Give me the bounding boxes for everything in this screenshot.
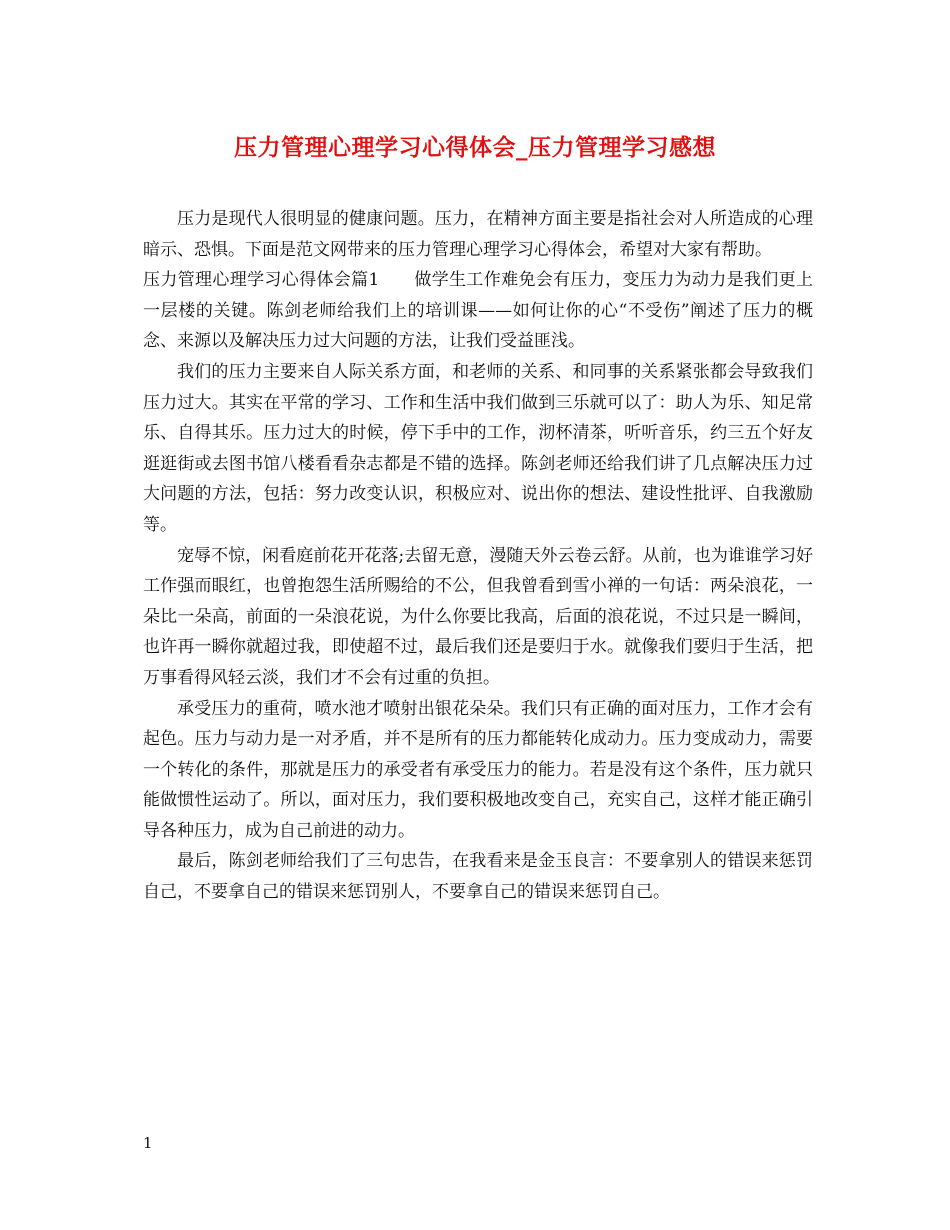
document-title: 压力管理心理学习心得体会_压力管理学习感想 (234, 134, 716, 161)
paragraph-relationships: 我们的压力主要来自人际关系方面，和老师的关系、和同事的关系紧张都会导致我们压力过大。其实在平常的学习、工作和生活中我们做到三乐就可以了：助人为乐、知足常乐、自得其乐。压力过大的时候，停下手中的工作，沏杯清茶，听听音乐，约三五个好友逛逛街或去图书馆八楼看看杂志都是不错的选择。陈剑老师还给我们讲了几点解决压力过大问题的方法，包括：努力改变认识，积极应对、说出你的想法、建设性批评、自我激励等。 (143, 361, 813, 535)
document-body (143, 204, 813, 908)
page-number: 1 (143, 1134, 153, 1152)
paragraph-pressure-motivation: 承受压力的重荷，喷水池才喷射出银花朵朵。我们只有正确的面对压力，工作才会有起色。压力与动力是一对矛盾，并不是所有的压力都能转化成动力。压力变成动力，需要一个转化的条件，那就是压力的承受者有承受压力的能力。若是没有这个条件，压力就只能做惯性运动了。所以，面对压力，我们要积极地改变自己，充实自己，这样才能正确引导各种压力，成为自己前进的动力。 (143, 698, 813, 841)
paragraph-calmness: 宠辱不惊，闲看庭前花开花落;去留无意，漫随天外云卷云舒。从前，也为谁谁学习好工作强而眼红，也曾抱怨生活所赐给的不公，但我曾看到雪小禅的一句话：两朵浪花，一朵比一朵高，前面的一朵浪花说，为什么你要比我高，后面的浪花说，不过只是一瞬间，也许再一瞬你就超过我，即使超不过，最后我们还是要归于水。就像我们要归于生活，把万事看得风轻云淡，我们才不会有过重的负担。 (143, 545, 813, 688)
paragraph-conclusion: 最后，陈剑老师给我们了三句忠告，在我看来是金玉良言：不要拿别人的错误来惩罚自己，不要拿自己的错误来惩罚别人，不要拿自己的错误来惩罚自己。 (143, 851, 813, 903)
paragraph-intro: 压力是现代人很明显的健康问题。压力，在精神方面主要是指社会对人所造成的心理暗示、恐惧。下面是范文网带来的压力管理心理学习心得体会，希望对大家有帮助。 (143, 209, 813, 260)
paragraph-section-1: 压力管理心理学习心得体会篇1 做学生工作难免会有压力，变压力为动力是我们更上一层楼的关键。陈剑老师给我们上的培训课——如何让你的心“不受伤”阐述了压力的概念、来源以及解决压力过大问题的方法，让我们受益匪浅。 (143, 270, 813, 352)
